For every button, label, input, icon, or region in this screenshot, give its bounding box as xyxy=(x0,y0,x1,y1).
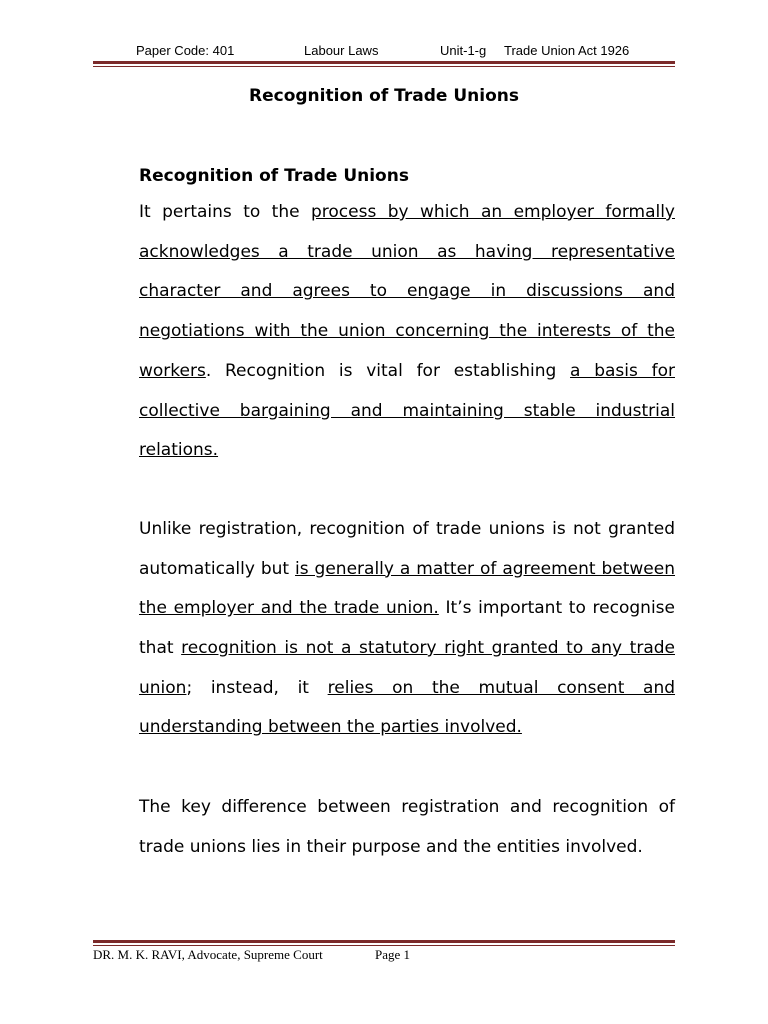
text-run: Unlike registration, recognition of trade unions is not granted automatically but xyxy=(139,518,675,579)
underlined-text: a basis for collective bargaining and maintaining stable industrial relations. xyxy=(139,360,675,461)
document-body xyxy=(139,160,675,868)
paragraph-3: The key difference between registration and recognition of trade unions lies in their purpose and the entities involved. xyxy=(139,797,675,857)
header-paper-code: Paper Code: 401 xyxy=(136,43,235,58)
text-run: It’s important to recognise that xyxy=(139,598,675,659)
header-subject: Labour Laws xyxy=(304,43,379,58)
header-divider xyxy=(93,61,675,67)
paragraph-2 xyxy=(139,510,675,748)
underlined-text: process by which an employer formally acknowledges a trade union as having representative character and agrees to engage in discussions and negotiations with the union concerning the interests of the workers xyxy=(139,202,675,381)
text-run: ; instead, it xyxy=(186,677,328,698)
text-run: . Recognition is vital for establishing xyxy=(205,360,571,381)
section-heading: Recognition of Trade Unions xyxy=(139,166,409,186)
header-act: Trade Union Act 1926 xyxy=(504,43,630,58)
paragraph-1 xyxy=(139,193,675,471)
footer-page-number: Page 1 xyxy=(375,947,411,962)
underlined-text: is generally a matter of agreement between the employer and the trade union. xyxy=(139,558,675,619)
page-header xyxy=(0,43,768,61)
header-unit: Unit-1-g xyxy=(440,43,487,58)
page-title: Recognition of Trade Unions xyxy=(249,86,519,106)
underlined-text: relies on the mutual consent and understanding between the parties involved. xyxy=(139,677,676,738)
text-run: It pertains to the xyxy=(139,202,311,222)
footer-author: DR. M. K. RAVI, Advocate, Supreme Court xyxy=(93,947,323,962)
footer-divider xyxy=(93,940,675,946)
underlined-text: recognition is not a statutory right granted to any trade union xyxy=(139,638,675,698)
